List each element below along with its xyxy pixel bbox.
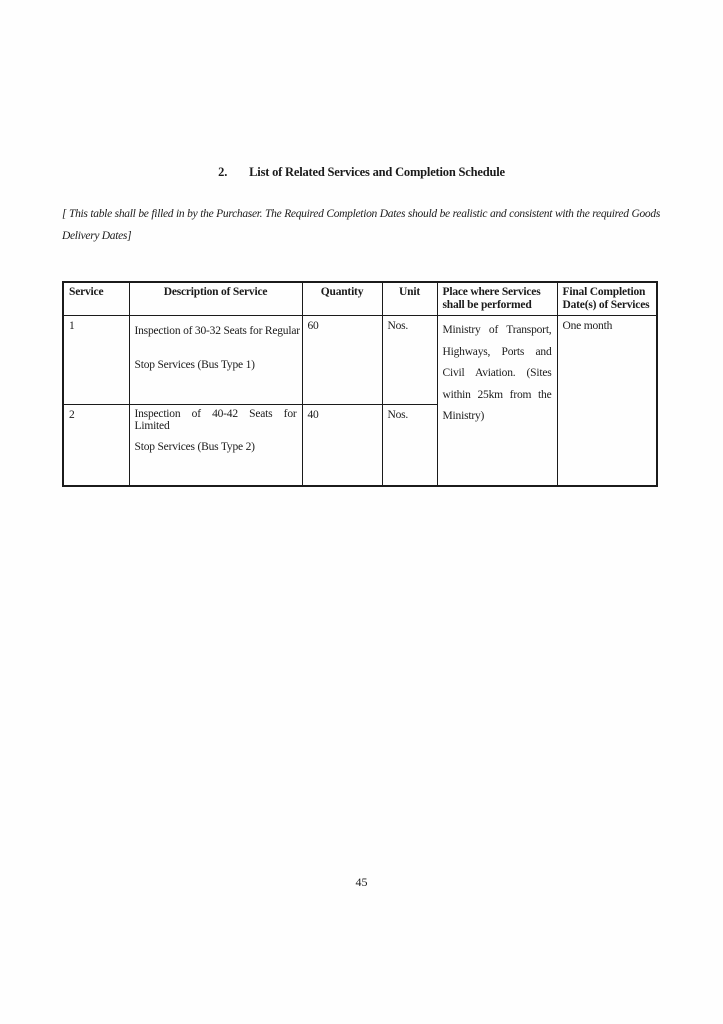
purchaser-note: [ This table shall be filled in by the Purchaser. The Required Completion Dates should be realistic and consistent with the required Goods Delivery Dates] — [62, 208, 660, 242]
cell-service-number: 1 — [63, 316, 129, 405]
cell-quantity: 60 — [302, 316, 382, 405]
section-number: 2. — [218, 165, 228, 179]
header-description: Description of Service — [129, 282, 302, 316]
services-table — [62, 281, 658, 487]
cell-final-completion: One month — [557, 316, 657, 486]
cell-unit: Nos. — [382, 316, 437, 405]
description-line: Stop Services (Bus Type 2) — [134, 441, 255, 453]
header-final-completion: Final Completion Date(s) of Services — [557, 282, 657, 316]
description-line: Stop Services (Bus Type 1) — [134, 359, 255, 371]
cell-service-number: 2 — [63, 405, 129, 486]
table-header-row — [63, 282, 657, 316]
header-place: Place where Services shall be performed — [437, 282, 557, 316]
section-title-text: List of Related Services and Completion Schedule — [249, 165, 505, 179]
table-row — [63, 316, 657, 405]
section-title — [0, 165, 723, 180]
cell-place: Ministry of Transport, Highways, Ports and Civil Aviation. (Sites within 25km from the Ministry) — [437, 316, 557, 486]
cell-quantity: 40 — [302, 405, 382, 486]
header-service: Service — [63, 282, 129, 316]
cell-unit: Nos. — [382, 405, 437, 486]
cell-service-description — [129, 316, 302, 405]
description-line: Inspection of 30-32 Seats for Regular — [134, 325, 300, 337]
cell-service-description — [129, 405, 302, 486]
header-unit: Unit — [382, 282, 437, 316]
description-line: Inspection of 40-42 Seats for Limited — [134, 408, 297, 432]
header-quantity: Quantity — [302, 282, 382, 316]
page-number: 45 — [355, 875, 368, 889]
